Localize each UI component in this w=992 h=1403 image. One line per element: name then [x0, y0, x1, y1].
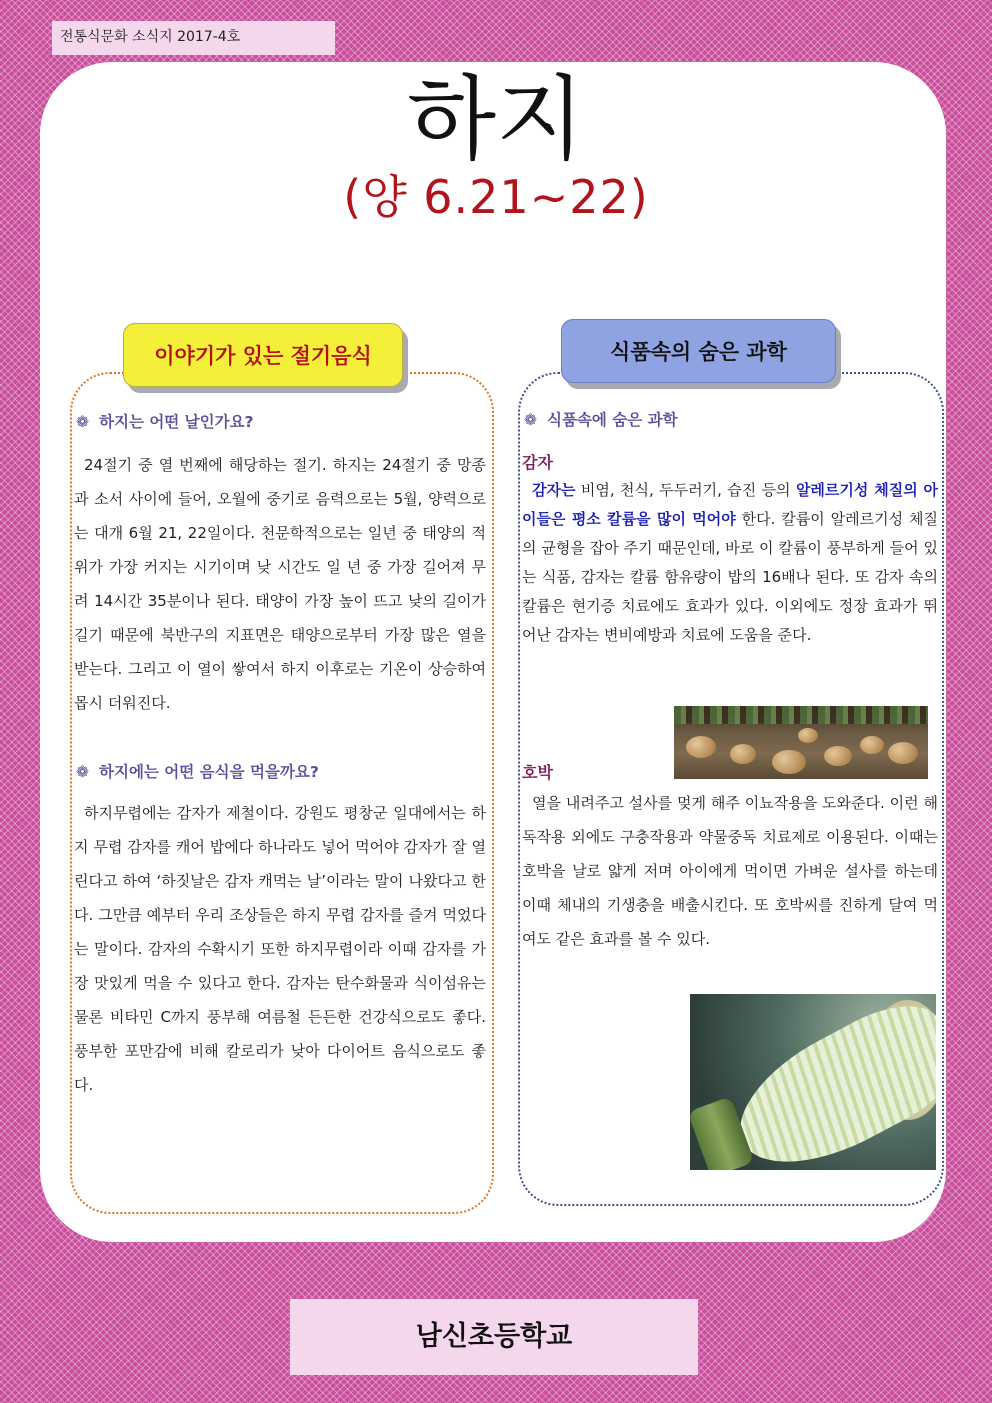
squash-heading: 호박 — [522, 763, 553, 782]
page-subtitle-date: (양 6.21~22) — [343, 170, 649, 224]
right-column — [522, 406, 938, 650]
flower-bullet-icon: ❁ — [76, 413, 89, 431]
squash-photo — [690, 994, 936, 1170]
potato-paragraph: 감자는 비염, 천식, 두두러기, 습진 등의 알레르기성 체질의 아이들은 평소 칼륨을 많이 먹어야 한다. 칼륨이 알레르기성 체질의 균형을 잡아 주기 때문인데, 바로 이 칼륨이 풍부하게 들어 있는 식품, 감자는 칼륨 함유량이 밥의 16배나 된다. 또 감자 속의 칼륨은 현기증 치료에도 효과가 있다. 이외에도 정장 효과가 뛰어난 감자는 변비예방과 치료에 도움을 준다. — [522, 481, 939, 644]
squash-section — [522, 760, 938, 956]
right-question-1: ❁ 식품속에 숨은 과학 — [524, 411, 678, 429]
squash-paragraph: 열을 내려주고 설사를 멎게 해주 이뇨작용을 도와준다. 이런 해독작용 외에도 구충작용과 약물중독 치료제로 이용된다. 이때는 호박을 날로 얇게 저며 아이에게 먹이면 가벼운 설사를 하는데 이때 체내의 기생충을 배출시킨다. 또 호박씨를 진하게 달여 먹여도 같은 효과를 볼 수 있다. — [522, 794, 938, 948]
flower-bullet-icon: ❁ — [524, 411, 537, 429]
left-question-1: ❁ 하지는 어떤 날인가요? — [76, 413, 254, 431]
left-column — [74, 408, 486, 1102]
left-question-2: ❁ 하지에는 어떤 음식을 먹을까요? — [76, 763, 319, 781]
right-section-badge: 식품속의 숨은 과학 — [561, 319, 836, 383]
newsletter-issue-tag: 전통식문화 소식지 2017-4호 — [52, 21, 335, 55]
left-section-badge: 이야기가 있는 절기음식 — [123, 323, 403, 387]
left-paragraph-2: 하지무렵에는 감자가 제철이다. 강원도 평창군 일대에서는 하지 무렵 감자를 캐어 밥에다 하나라도 넣어 먹어야 감자가 잘 열린다고 하여 ‘하짓날은 감자 캐먹는 날’이라는 말이 나왔다고 한다. 그만큼 예부터 우리 조상들은 하지 무렵 감자를 즐겨 먹었다는 말이다. 감자의 수확시기 또한 하지무렵이라 이때 감자를 가장 맛있게 먹을 수 있다고 한다. 감자는 탄수화물과 식이섬유는 물론 비타민 C까지 풍부해 여름철 든든한 건강식으로도 좋다. 풍부한 포만감에 비해 칼로리가 낮아 다이어트 음식으로도 좋다. — [74, 804, 486, 1094]
page-title: 하지 — [407, 66, 585, 173]
school-name-footer: 남신초등학교 — [290, 1299, 698, 1375]
flower-bullet-icon: ❁ — [76, 763, 89, 781]
potato-heading: 감자 — [522, 453, 553, 472]
left-paragraph-1: 24절기 중 열 번째에 해당하는 절기. 하지는 24절기 중 망종과 소서 사이에 들어, 오월에 중기로 음력으로는 5월, 양력으로는 대개 6월 21, 22일이다. 천문학적으로는 일년 중 태양의 적위가 가장 커지는 시기이며 낮 시간도 일 년 중 가장 길어져 무려 14시간 35분이나 된다. 태양이 가장 높이 뜨고 낮의 길이가 길기 때문에 북반구의 지표면은 태양으로부터 가장 많은 열을 받는다. 그리고 이 열이 쌓여서 하지 이후로는 기온이 상승하여 몹시 더워진다. — [74, 456, 486, 712]
